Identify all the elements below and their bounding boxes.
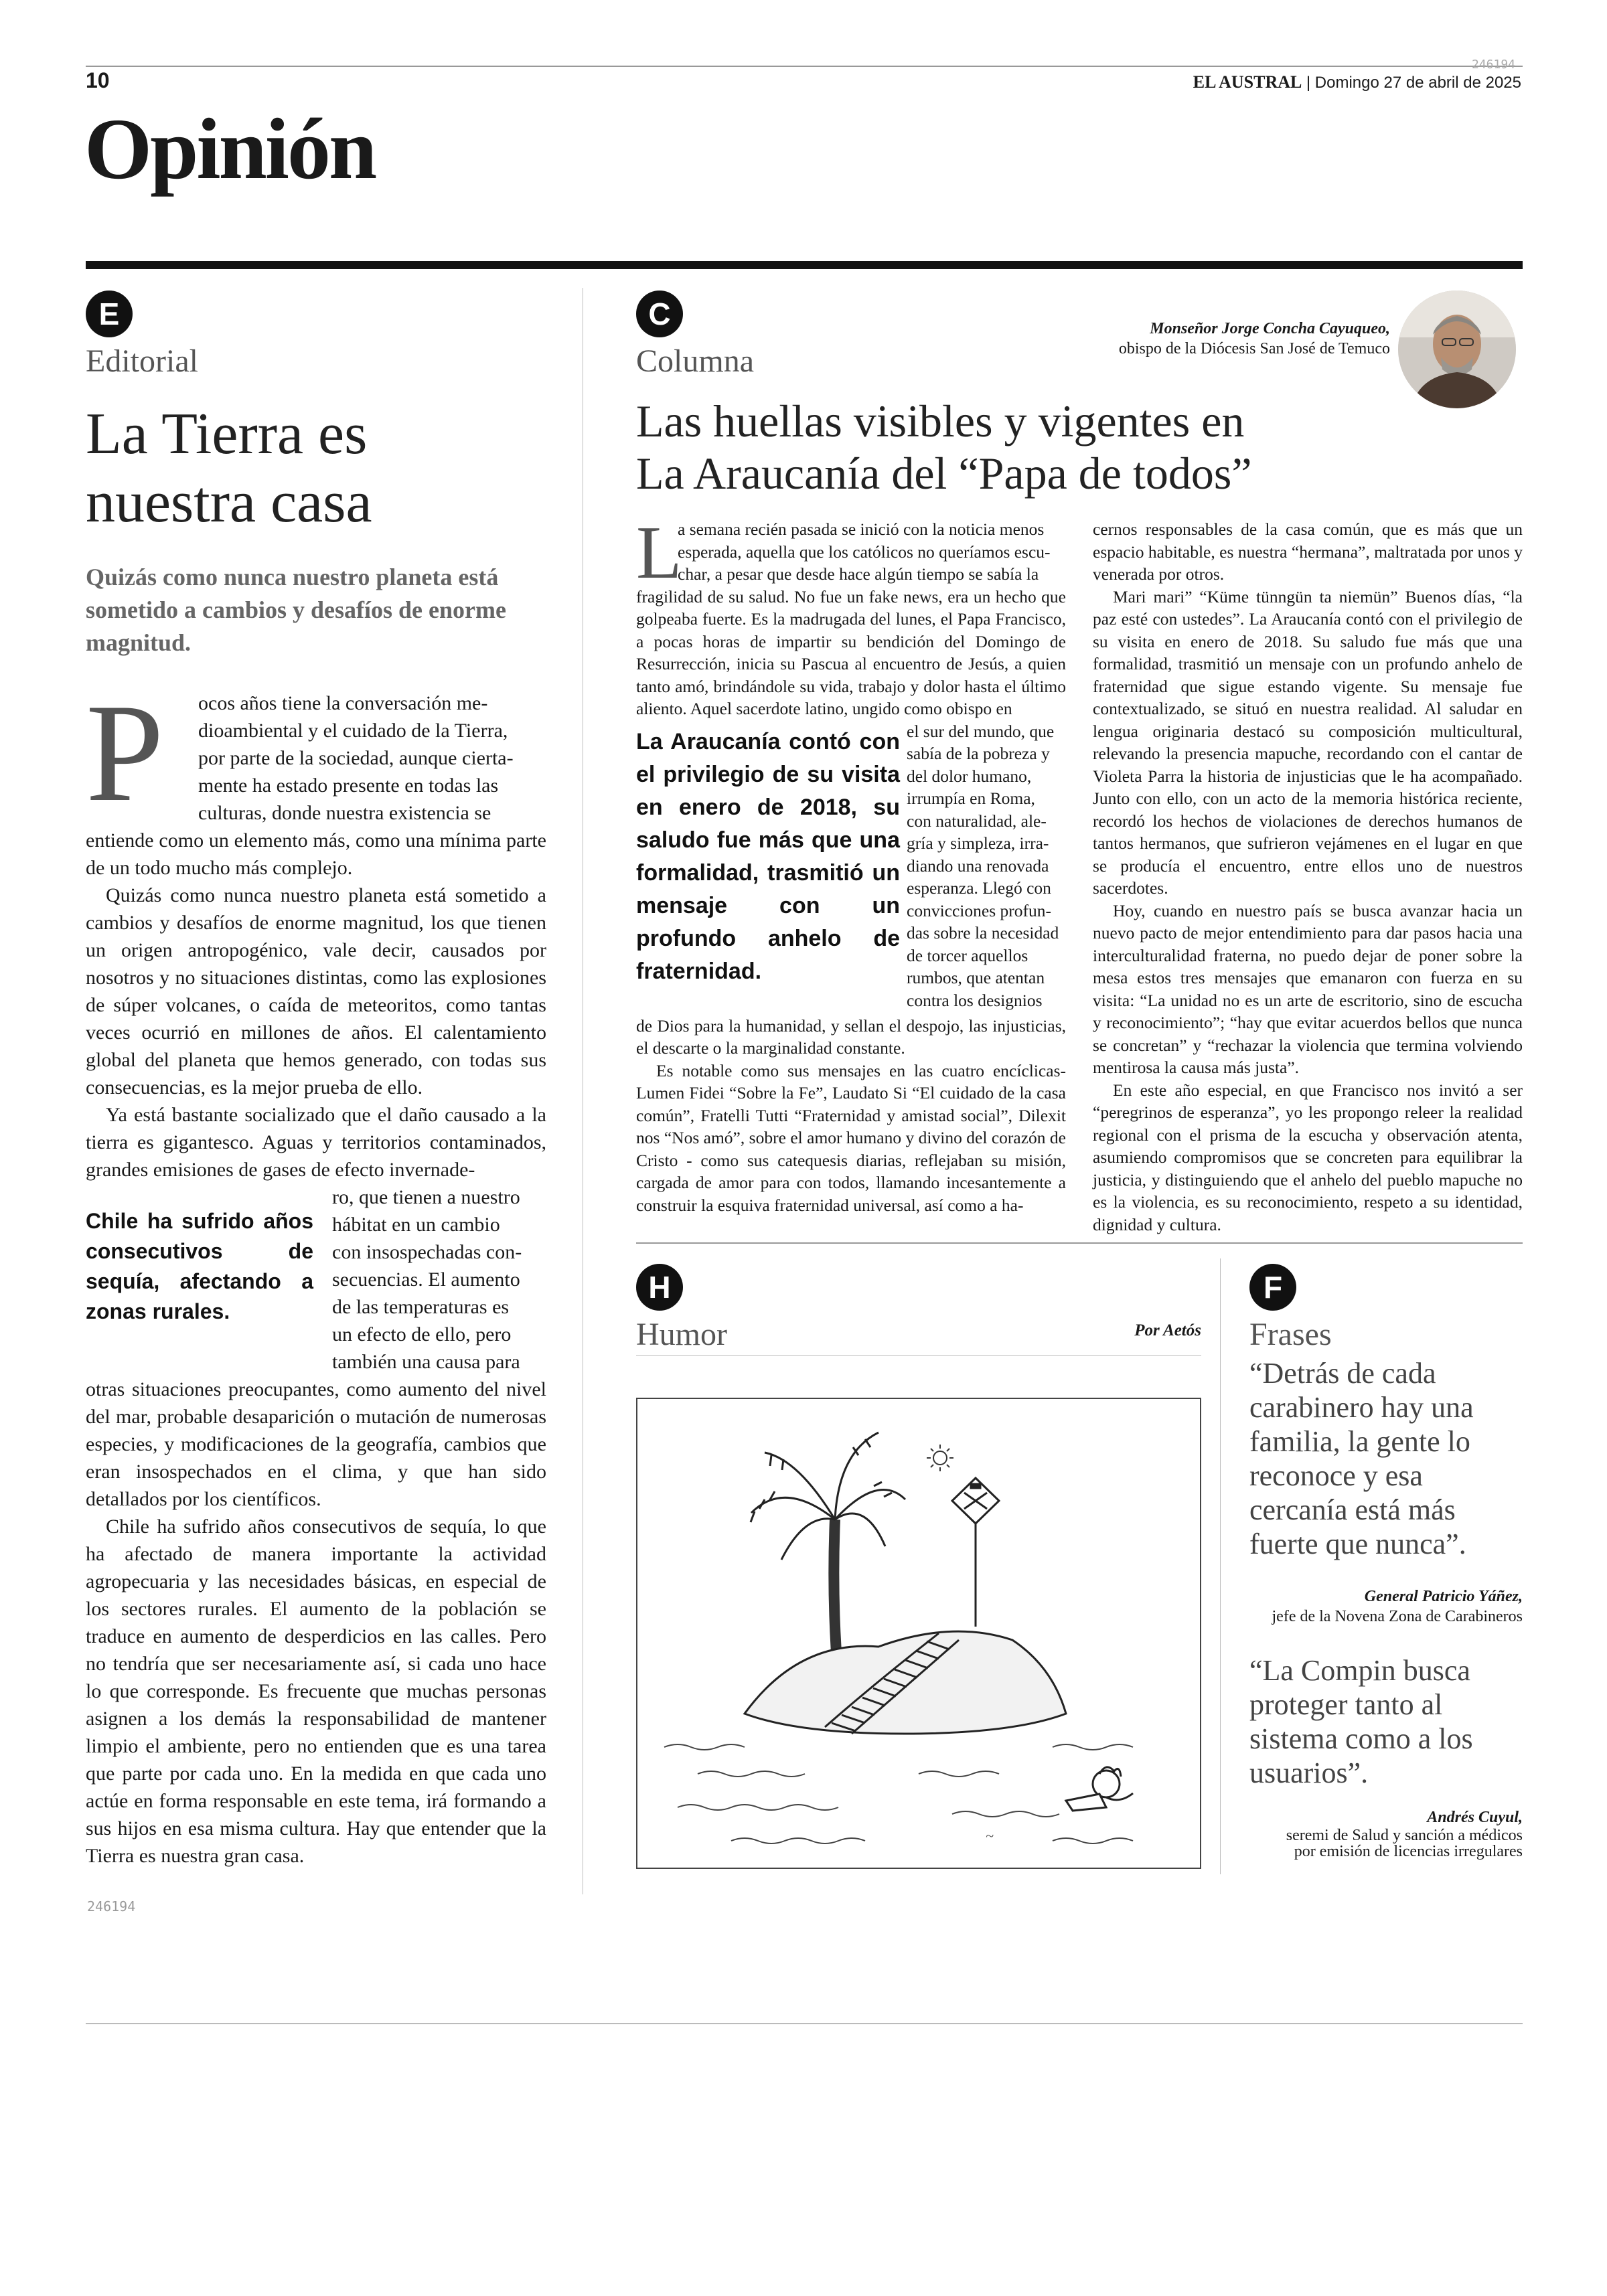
editorial-intro-line: por parte de la sociedad, aunque cierta- [198, 747, 514, 769]
frases-attribution-1 [1249, 1586, 1523, 1627]
frases-role-2-line2: por emisión de licencias irregulares [1294, 1843, 1523, 1860]
column-intro-line: a semana recién pasada se inició con la noticia menos [678, 519, 1045, 539]
editorial-drop-cap: P [86, 675, 164, 831]
column-side-line: gría y simpleza, irra- [907, 833, 1049, 853]
frases-role-1: jefe de la Novena Zona de Carabineros [1272, 1608, 1523, 1625]
column-intro-line: esperada, aquella que los católicos no queríamos escu- [678, 542, 1051, 562]
sea-waves-icon [664, 1744, 1133, 1843]
column-side-line: rumbos, que atentan [907, 968, 1045, 987]
top-rule [86, 66, 1523, 67]
column-side-line: esperanza. Llegó con [907, 878, 1051, 898]
editorial-body [86, 675, 546, 1870]
cartoon-frame [636, 1398, 1201, 1869]
section-title: Opinión [84, 101, 376, 197]
frases-role-2-line1: seremi de Salud y sanción a médicos [1286, 1827, 1523, 1844]
column-body-left [636, 511, 1066, 1216]
issue-date: | Domingo 27 de abril de 2025 [1306, 74, 1521, 92]
column-side-line: del dolor humano, [907, 766, 1032, 786]
editorial-p1-rest: entiende como un elemento más, como una mínima parte de un todo mucho más complejo. [86, 829, 546, 879]
column-body-right [1093, 518, 1523, 1236]
editorial-title-line2: nuestra casa [86, 470, 372, 535]
column-pullquote: La Araucanía contó con el privilegio de su visita en enero de 2018, su saludo fue más que una formalidad, trasmitió un mensaje con un profundo anhelo de fraternidad. [636, 728, 900, 984]
column-right-p3: Hoy, cuando en nuestro país se busca avanzar hacia un nuevo pacto de mejor entendimiento para dar pasos hacia una interculturalidad fraterna, no puedo dejar de poner sobre la mesa estos tres mensajes que emanaron con fuerza en su visita: “La unidad no es un arte de escritorio, sino de escucha y reconocimiento”; “hay que evitar acuerdos bellos que nunca se concretan” y “rechazar la violencia que termina volviendo mentirosa la causa más justa”. [1093, 900, 1523, 1077]
column-side-line: el sur del mundo, que [907, 721, 1055, 741]
humor-byline: Por Aetós [1134, 1321, 1201, 1339]
column-title [636, 395, 1252, 499]
column-author-role: obispo de la Diócesis San José de Temuco [1118, 340, 1390, 357]
column-side-line: irrumpía en Roma, [907, 789, 1035, 808]
column-intro [678, 518, 1066, 586]
column-bottom-rule [636, 1242, 1523, 1244]
column-side-line: de torcer aquellos [907, 945, 1028, 965]
editorial-intro [198, 689, 546, 827]
editorial-side-line: secuencias. El aumento [332, 1268, 520, 1291]
humor-badge: H [636, 1264, 683, 1311]
editorial-side-line: de las temperaturas es [332, 1296, 510, 1318]
column-side-line: sabía de la pobreza y [907, 744, 1050, 763]
paper-name: EL AUSTRAL [1193, 72, 1302, 92]
editorial-side-line: también una causa para [332, 1351, 520, 1373]
editorial-p3-bottom: otras situaciones preocupantes, como aumento del nivel del mar, probable desaparición o mutación de numerosas especies, y modificaciones de la geografía, cambios que eran insospechados en el clima, y que han sido detallados por los científicos. [86, 1378, 546, 1510]
editorial-title-line1: La Tierra es [86, 402, 368, 467]
editorial-intro-line: mente ha estado presente en todas las [198, 774, 499, 797]
column-label: Columna [636, 343, 754, 379]
author-photo [1398, 291, 1516, 408]
column-title-line2: La Araucanía del “Papa de todos” [636, 448, 1252, 499]
bottom-rule [86, 2023, 1523, 2024]
column-author [1018, 319, 1390, 359]
humor-rule [636, 1355, 1201, 1356]
editorial-p3-side [332, 1183, 546, 1376]
page-number: 10 [86, 68, 110, 92]
column-divider-right [1220, 1258, 1221, 1874]
frases-label: Frases [1249, 1317, 1332, 1352]
sun-icon [927, 1445, 953, 1471]
editorial-side-line: un efecto de ello, pero [332, 1323, 512, 1345]
frases-author-2: Andrés Cuyul, [1427, 1809, 1523, 1826]
editorial-intro-line: culturas, donde nuestra existencia se [198, 802, 491, 824]
column-pullquote-block [636, 720, 1066, 1015]
editorial-title [86, 400, 372, 537]
editorial-side-line: hábitat en un cambio [332, 1214, 500, 1236]
cartoon-signature: ~ [986, 1827, 994, 1844]
editorial-label: Editorial [86, 343, 198, 379]
frases-quote-2: “La Compin busca proteger tanto al sistema como a los usuarios”. [1249, 1654, 1473, 1789]
column-intro-line: char, a pesar que desde hace algún tiempo se sabía la [678, 564, 1039, 584]
palm-tree-icon [751, 1432, 905, 1680]
column-badge: C [636, 291, 683, 337]
editorial-intro-line: dioambiental y el cuidado de la Tierra, [198, 720, 508, 742]
editorial-side-line: ro, que tienen a nuestro [332, 1186, 520, 1208]
island-icon [745, 1631, 1066, 1734]
column-side-line: convicciones profun- [907, 900, 1051, 920]
column-side [907, 720, 1066, 1012]
column-title-line1: Las huellas visibles y vigentes en [636, 396, 1245, 446]
column-right-p4: En este año especial, en que Francisco nos invitó a ser “peregrinos de esperanza”, yo les propongo releer la realidad regional con el prisma de la escucha y observación atenta, asumiendo compromisos que se concreten para equilibrar la justicia, y distinguiendo que el anhelo del pueblo mapuche no es la violencia, es su reconocimiento, respeto a su identidad, dignidad y cultura. [1093, 1080, 1523, 1234]
column-side-line: diando una renovada [907, 855, 1049, 876]
editorial-p2: Quizás como nunca nuestro planeta está sometido a cambios y desafíos de enorme magnitud, los que tienen un origen antropogénico, vale decir, causados por nosotros y no situaciones distintas, como las explosiones de súper volcanes, o caída de meteoritos, como tantas veces ocurrió en millones de años. El calentamiento global del planeta que hemos generado, con todas sus consecuencias, es la mejor prueba de ello. [86, 884, 546, 1098]
editorial-p4: Chile ha sufrido años consecutivos de sequía, lo que ha afectado de manera importante la actividad agropecuaria y las necesidades básicas, en especial de los sectores rurales. El aumento de la población se traduce en aumento de desperdicios en las calles. Pero no tendría que ser necesariamente así, si cada uno hace lo que corresponde. Es frecuente que muchas personas asignen a los demás la responsabilidad de mantener limpio el ambiente, pero no entienden que es una tarea que parte por cada uno. En la medida en que cada uno actúe en forma responsable en este tema, irá formando a sus hijos en esa misma cultura. Hay que entender que la Tierra es nuestra gran casa. [86, 1515, 546, 1867]
column-right-p2: Mari mari” “Küme tünngün ta niemün” Buenos días, “la paz esté con ustedes”. La Araucanía contó con el privilegio de su visita en enero de 2018. Su saludo fue más que una formalidad, trasmitió un mensaje con un profundo anhelo de fraternidad que sigue estando vigente. Su mensaje fue contextualizado, se situó en nuestra realidad. Al saludar en lengua originaria destacó su composición multicultural, relevando la presencia mapuche, recordando con el cantar de Violeta Parra la historia de injusticias que le ha acompañado. Junto con ello, con un acto de la memoria histórica reciente, recordó los hechos de violaciones de derechos humanos de tantos hermanos, que sufrieron vejámenes en el lugar en que se producía el encuentro, entre ellos uno de nuestros sacerdotes. [1093, 586, 1523, 898]
frases-attribution-2 [1249, 1807, 1523, 1860]
editorial-lead: Quizás como nunca nuestro planeta está sometido a cambios y desafíos de enorme magnitud. [86, 564, 506, 656]
swimmer-icon [1066, 1767, 1133, 1811]
warning-sign-icon [952, 1478, 999, 1627]
cartoon-illustration [637, 1399, 1200, 1868]
column-side-line: contra los designios [907, 990, 1043, 1010]
humor-label: Humor [636, 1317, 727, 1352]
column-p1-tail: de Dios para la humanidad, y sellan el despojo, las injusticias, el descarte o la marginalidad constante. [636, 1015, 1066, 1058]
editorial-footer-code: 246194 [87, 1898, 136, 1914]
editorial-pullquote: Chile ha sufrido años consecutivos de sequía, afectando a zonas rurales. [86, 1209, 313, 1323]
column-author-name: Monseñor Jorge Concha Cayuqueo, [1150, 320, 1390, 337]
section-rule [86, 261, 1523, 269]
editorial-p3-top: Ya está bastante socializado que el daño causado a la tierra es gigantesco. Aguas y territorios contaminados, grandes emisiones de gases de efecto invernade- [86, 1104, 546, 1181]
column-p2: Es notable como sus mensajes en las cuatro encíclicas- Lumen Fidei “Sobre la Fe”, Laudato Si “El cuidado de la casa común”, Fratelli Tutti “Fraternidad y amistad social”, Dilexit nos “Nos amó”, sobre el amor humano y divino del corazón de Cristo - como sus catequesis diarias, reflejaban su misión, cargada de amor para con todos, llamando incesantemente a construir la esquiva fraternidad universal, así como a ha- [636, 1060, 1066, 1215]
column-side-line: das sobre la necesidad [907, 923, 1059, 942]
editorial-side-line: con insospechadas con- [332, 1241, 522, 1263]
column-p1-rest: fragilidad de su salud. No fue un fake news, era un hecho que golpeaba fuerte. Es la madrugada del lunes, el Papa Francisco, a pocas horas de impartir su bendición del Domingo de Resurrección, inicia su Pascua al encuentro de Jesús, a quien tanto amó, brindándole su vida, trabajo y dolor hasta el último aliento. Aquel sacerdote latino, ungido como obispo en [636, 586, 1066, 718]
frases-badge: F [1249, 1264, 1296, 1311]
column-right-p1: cernos responsables de la casa común, que es más que un espacio habitable, es nuestra “hermana”, maltratada por unos y venerada por otros. [1093, 519, 1523, 584]
column-drop-cap: L [636, 511, 682, 594]
author-portrait-svg [1398, 291, 1516, 408]
frases-quote-1: “Detrás de cada carabinero hay una familia, la gente lo reconoce y esa cercanía está más fuerte que nunca”. [1249, 1357, 1474, 1560]
frases-author-1: General Patricio Yáñez, [1364, 1588, 1523, 1605]
masthead-date [1193, 72, 1521, 92]
editorial-pullquote-block [86, 1183, 546, 1376]
column-side-line: con naturalidad, ale- [907, 811, 1047, 831]
editorial-intro-line: ocos años tiene la conversación me- [198, 692, 488, 714]
editorial-badge: E [86, 291, 133, 337]
archive-code: 246194 [1472, 58, 1516, 72]
